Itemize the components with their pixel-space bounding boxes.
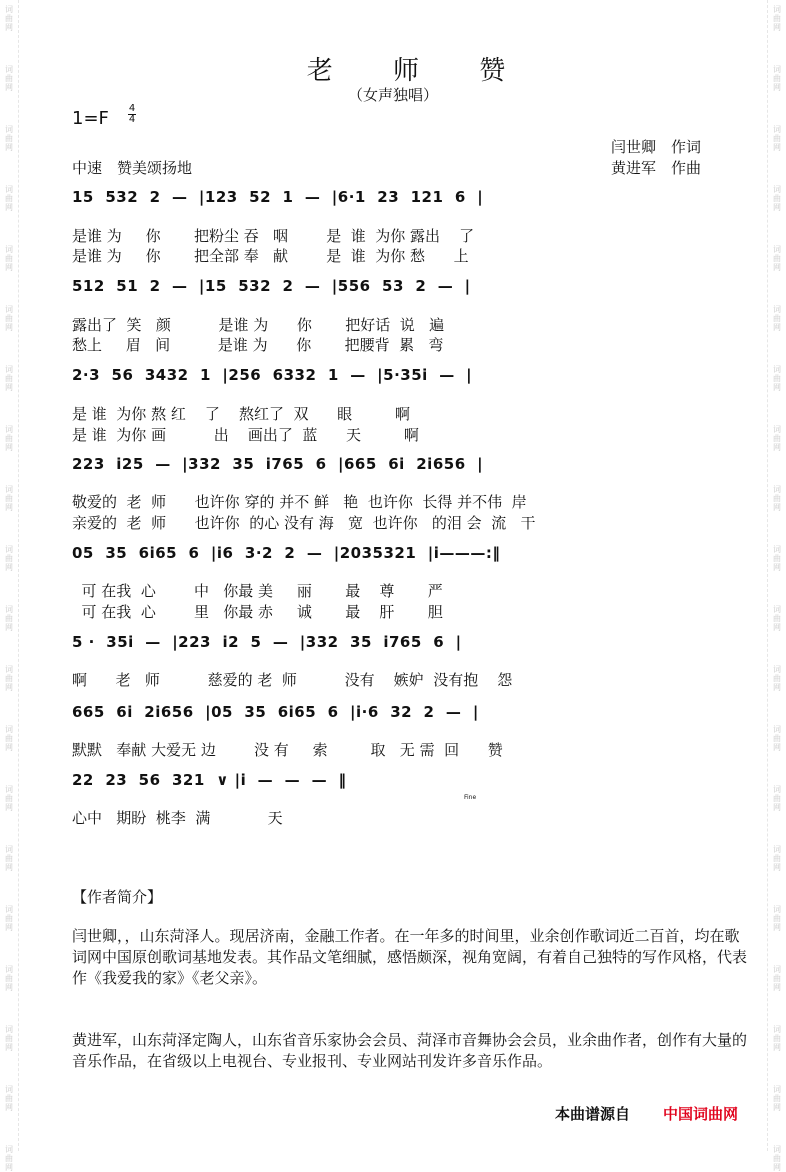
watermark-text: 词 曲 网 <box>773 1025 781 1052</box>
lyricist-credit: 闫世卿 作词 <box>611 138 702 156</box>
notation-row: 05 35 6i65 6 |i6 3·2 2 — |2035321 |i———:‖ <box>72 544 501 562</box>
watermark-text: 词 曲 网 <box>5 185 13 212</box>
notation-row: 22 23 56 321 ∨ |i — — — ‖ <box>72 771 347 789</box>
watermark-text: 词 曲 网 <box>773 305 781 332</box>
lyric-line: 可 在我 心 里 你最 赤 诚 最 肝 胆 <box>72 603 443 621</box>
notation-row: 5 · 35i — |223 i2 5 — |332 35 i765 6 | <box>72 633 462 651</box>
watermark-text: 词 曲 网 <box>5 1145 13 1172</box>
lyric-line: 是 谁 为你 画 出 画出了 蓝 天 啊 <box>72 426 419 444</box>
left-margin-watermark <box>0 0 19 1172</box>
watermark-text: 词 曲 网 <box>773 1145 781 1172</box>
watermark-text: 词 曲 网 <box>773 545 781 572</box>
watermark-text: 词 曲 网 <box>773 5 781 32</box>
watermark-text: 词 曲 网 <box>773 65 781 92</box>
author-intro-heading: 【作者简介】 <box>72 888 163 906</box>
lyric-line: 可 在我 心 中 你最 美 丽 最 尊 严 <box>72 582 443 600</box>
watermark-text: 词 曲 网 <box>773 665 781 692</box>
watermark-text: 词 曲 网 <box>773 125 781 152</box>
watermark-text: 词 曲 网 <box>773 965 781 992</box>
watermark-text: 词 曲 网 <box>773 365 781 392</box>
watermark-text: 词 曲 网 <box>773 785 781 812</box>
source-site-link[interactable]: 中国词曲网 <box>663 1105 739 1123</box>
lyric-line: 啊 老 师 慈爱的 老 师 没有 嫉妒 没有抱 怨 <box>72 671 513 689</box>
watermark-text: 词 曲 网 <box>5 965 13 992</box>
watermark-text: 词 曲 网 <box>773 905 781 932</box>
watermark-text: 词 曲 网 <box>5 905 13 932</box>
watermark-text: 词 曲 网 <box>5 605 13 632</box>
tempo-marking: 中速 赞美颂扬地 <box>72 159 193 177</box>
meter-bottom: 4 <box>128 114 136 125</box>
watermark-text: 词 曲 网 <box>773 485 781 512</box>
watermark-text: 词 曲 网 <box>5 725 13 752</box>
watermark-text: 词 曲 网 <box>773 1085 781 1112</box>
watermark-text: 词 曲 网 <box>5 1025 13 1052</box>
watermark-text: 词 曲 网 <box>5 785 13 812</box>
lyric-line: 亲爱的 老 师 也许你 的心 没有 海 宽 也许你 的泪 会 流 干 <box>72 514 536 532</box>
watermark-text: 词 曲 网 <box>773 845 781 872</box>
lyric-line: 是谁 为 你 把全部 奉 献 是 谁 为你 愁 上 <box>72 247 469 265</box>
watermark-text: 词 曲 网 <box>5 365 13 392</box>
lyric-line: 敬爱的 老 师 也许你 穿的 并不 鲜 艳 也许你 长得 并不伟 岸 <box>72 493 527 511</box>
watermark-text: 词 曲 网 <box>5 485 13 512</box>
watermark-text: 词 曲 网 <box>5 1085 13 1112</box>
lyric-line: 默默 奉献 大爱无 边 没 有 索 取 无 需 回 赞 <box>72 741 503 759</box>
song-subtitle: （女声独唱） <box>347 86 438 104</box>
notation-row: 223 i25 — |332 35 i765 6 |665 6i 2i656 | <box>72 455 484 473</box>
composer-bio: 黄进军，山东菏泽定陶人，山东省音乐家协会会员、菏泽市音舞协会会员，业余曲作者，创作有大量的音乐作品，在省级以上电视台、专业报刊、专业网站刊发许多音乐作品。 <box>72 1031 748 1070</box>
watermark-text: 词 曲 网 <box>5 665 13 692</box>
fine-mark: Fine <box>464 794 477 801</box>
watermark-text: 词 曲 网 <box>5 545 13 572</box>
notation-row: 2·3 56 3432 1 |256 6332 1 — |5·35i — | <box>72 366 473 384</box>
song-title: 老 师 赞 <box>306 56 532 86</box>
key-signature: 1=F <box>72 108 109 129</box>
watermark-text: 词 曲 网 <box>5 125 13 152</box>
watermark-text: 词 曲 网 <box>5 245 13 272</box>
source-label: 本曲谱源自 <box>555 1105 631 1123</box>
lyric-line: 心中 期盼 桃李 满 天 <box>72 809 283 827</box>
watermark-text: 词 曲 网 <box>5 305 13 332</box>
watermark-text: 词 曲 网 <box>773 425 781 452</box>
meter-top: 4 <box>128 103 136 114</box>
lyricist-bio: 闫世卿，，山东菏泽人。现居济南，金融工作者。在一年多的时间里，业余创作歌词近二百首，均在歌词网中国原创歌词基地发表。其作品文笔细腻，感悟颇深，视角宽阔，有着自己独特的写作风格，代表作《我爱我的家》《老父亲》。 <box>72 927 748 987</box>
notation-row: 665 6i 2i656 |05 35 6i65 6 |i·6 32 2 — | <box>72 703 479 721</box>
time-signature <box>128 104 136 125</box>
notation-row: 15 532 2 — |123 52 1 — |6·1 23 121 6 | <box>72 188 484 206</box>
lyric-line: 愁上 眉 间 是谁 为 你 把腰背 累 弯 <box>72 336 444 354</box>
watermark-text: 词 曲 网 <box>5 65 13 92</box>
lyric-line: 是谁 为 你 把粉尘 吞 咽 是 谁 为你 露出 了 <box>72 227 475 245</box>
watermark-text: 词 曲 网 <box>5 5 13 32</box>
notation-row: 512 51 2 — |15 532 2 — |556 53 2 — | <box>72 277 471 295</box>
watermark-text: 词 曲 网 <box>5 845 13 872</box>
right-margin-watermark <box>767 0 786 1172</box>
watermark-text: 词 曲 网 <box>773 245 781 272</box>
watermark-text: 词 曲 网 <box>773 605 781 632</box>
watermark-text: 词 曲 网 <box>773 185 781 212</box>
composer-credit: 黄进军 作曲 <box>611 159 702 177</box>
watermark-text: 词 曲 网 <box>773 725 781 752</box>
lyric-line: 露出了 笑 颜 是谁 为 你 把好话 说 遍 <box>72 316 445 334</box>
lyric-line: 是 谁 为你 熬 红 了 熬红了 双 眼 啊 <box>72 405 411 423</box>
watermark-text: 词 曲 网 <box>5 425 13 452</box>
